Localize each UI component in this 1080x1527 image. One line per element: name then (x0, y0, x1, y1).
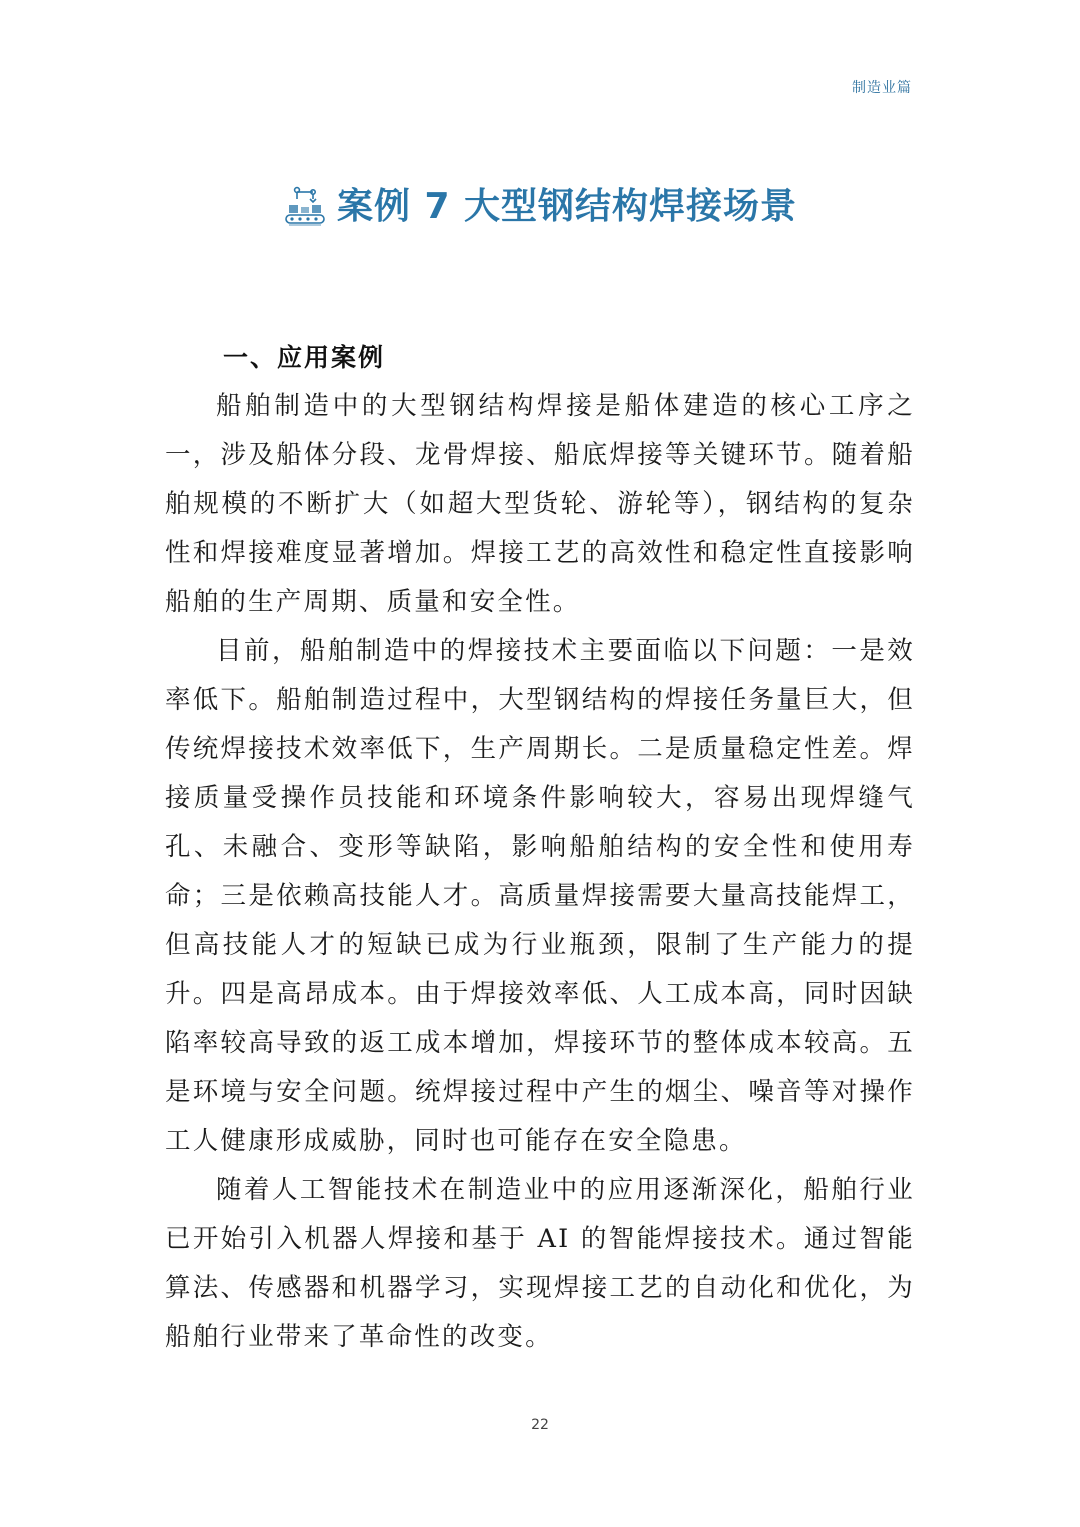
document-body (165, 334, 915, 1362)
section-heading: 一、应用案例 (223, 343, 386, 372)
paragraph-ai-adoption: 随着人工智能技术在制造业中的应用逐渐深化，船舶行业已开始引入机器人焊接和基于 AI 的智能焊接技术。通过智能算法、传感器和机器学习，实现焊接工艺的自动化和优化，为船舶行业带来了革命性的改变。 (165, 1175, 915, 1352)
case-title (0, 178, 1080, 229)
page-number: 22 (531, 1417, 549, 1433)
paragraph-problems: 目前，船舶制造中的焊接技术主要面临以下问题：一是效率低下。船舶制造过程中，大型钢结构的焊接任务量巨大，但传统焊接技术效率低下，生产周期长。二是质量稳定性差。焊接质量受操作员技能和环境条件影响较大，容易出现焊缝气孔、未融合、变形等缺陷，影响船舶结构的安全性和使用寿命；三是依赖高技能人才。高质量焊接需要大量高技能焊工，但高技能人才的短缺已成为行业瓶颈，限制了生产能力的提升。四是高昂成本。由于焊接效率低、人工成本高，同时因缺陷率较高导致的返工成本增加，焊接环节的整体成本较高。五是环境与安全问题。统焊接过程中产生的烟尘、噪音等对操作工人健康形成威胁，同时也可能存在安全隐患。 (165, 636, 915, 1156)
paragraph-background: 船舶制造中的大型钢结构焊接是船体建造的核心工序之一，涉及船体分段、龙骨焊接、船底焊接等关键环节。随着船舶规模的不断扩大（如超大型货轮、游轮等），钢结构的复杂性和焊接难度显著增加。焊接工艺的高效性和稳定性直接影响船舶的生产周期、质量和安全性。 (165, 391, 915, 617)
robot-arm-conveyor-icon (283, 185, 327, 229)
running-header: 制造业篇 (852, 80, 912, 96)
case-title-text: 案例 7 大型钢结构焊接场景 (336, 186, 798, 227)
